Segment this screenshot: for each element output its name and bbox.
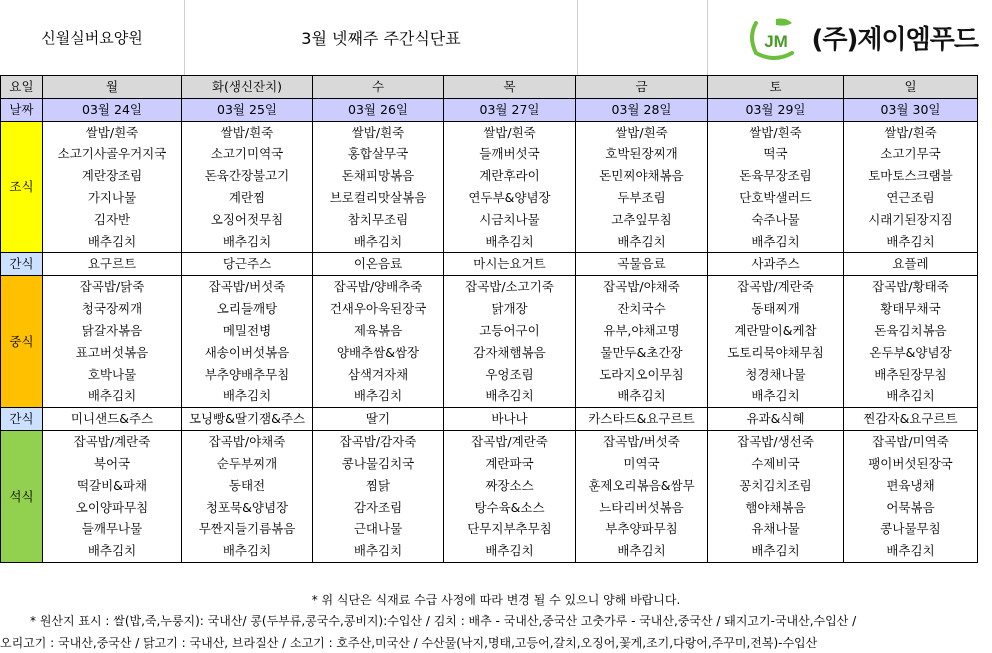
menu-item: 감자조림: [353, 499, 403, 515]
menu-item: 들깨버섯국: [479, 146, 540, 162]
origin-notice-2: 오리고기 : 국내산,중국산 / 닭고기 : 국내산, 브라질산 / 소고기 : 호주산,미국산 / 수산물(낙지,명태,고등어,갈치,오징어,꽃게,조기,다랑어,주꾸미,전복)-수입산: [0, 636, 818, 650]
snack-row-am-cell: 마시는요거트: [444, 253, 576, 276]
snack-row-am-cell: 요구르트: [43, 253, 182, 276]
date-value: 03월 24일: [43, 98, 182, 121]
menu-item: 단호박샐러드: [739, 189, 812, 205]
logo-mark: JM: [763, 31, 788, 51]
menu-item: 어묵볶음: [886, 499, 935, 515]
menu-item: 온두부&양념장: [869, 344, 952, 360]
day-name: 일: [844, 76, 978, 99]
menu-item: 찜닭: [365, 477, 391, 493]
dinner-row-cell: [844, 431, 978, 563]
menu-item: 배추김치: [485, 233, 534, 249]
company-name: (주)제이엠푸드: [811, 25, 978, 55]
date-value: 03월 25일: [182, 98, 313, 121]
snack-row-am-cell: 곡물음료: [576, 253, 708, 276]
day-name: 금: [576, 76, 708, 99]
menu-item: 삼색겨자채: [347, 366, 409, 382]
menu-item: 새송이버섯볶음: [204, 344, 290, 360]
menu-item: 북어국: [93, 455, 131, 471]
dinner-row-cell: [576, 431, 708, 563]
menu-item: 유채나물: [751, 521, 800, 537]
menu-item: 잡곡밥/계란죽: [471, 434, 548, 450]
menu-item: 시래기된장지짐: [868, 211, 953, 227]
menu-item: 고추잎무침: [611, 211, 672, 227]
menu-item: 팽이버섯된장국: [868, 455, 953, 471]
menu-item: 표고버섯볶음: [75, 344, 149, 360]
breakfast-row-cell: [182, 121, 313, 253]
change-notice: * 위 식단은 식재료 수급 사정에 따라 변경 될 수 있으니 양해 바랍니다.: [311, 593, 681, 607]
lunch-row-cell: [708, 276, 844, 408]
menu-item: 배추김치: [751, 233, 800, 249]
jm-logo-icon: [746, 15, 806, 61]
menu-item: 계란말이&케찹: [734, 322, 817, 338]
menu-item: 돈민찌야채볶음: [599, 168, 684, 184]
breakfast-row-label: 조식: [1, 121, 43, 253]
menu-item: 배추김치: [617, 233, 666, 249]
menu-item: 떡갈비&파채: [76, 477, 148, 493]
date-label: 날짜: [1, 98, 43, 121]
menu-item: 잡곡밥/버섯죽: [603, 434, 680, 450]
dinner-row-label: 석식: [1, 431, 43, 563]
menu-item: 토마토스크램블: [868, 168, 953, 184]
menu-item: 잔치국수: [617, 301, 666, 317]
menu-item: 무짠지들기름볶음: [198, 521, 296, 537]
menu-item: 잡곡밥/야채죽: [603, 279, 680, 295]
snack-row-pm-cell: 미니샌드&주스: [43, 408, 182, 431]
lunch-row-cell: [313, 276, 444, 408]
menu-item: 돈육무장조림: [739, 168, 812, 184]
menu-item: 황태무채국: [880, 301, 941, 317]
day-label: 요일: [1, 76, 43, 99]
menu-item: 배추김치: [485, 388, 534, 404]
menu-item: 느타리버섯볶음: [599, 499, 684, 515]
menu-item: 닭갈자볶음: [81, 322, 143, 338]
menu-item: 홍합살무국: [347, 146, 409, 162]
menu-item: 제육볶음: [353, 322, 403, 338]
menu-item: 잡곡밥/감자죽: [339, 434, 417, 450]
menu-item: 배추김치: [886, 388, 935, 404]
breakfast-row-cell: [576, 121, 708, 253]
menu-item: 배추김치: [222, 233, 272, 249]
menu-item: 호박나물: [87, 366, 137, 382]
dinner-row-cell: [708, 431, 844, 563]
date-value: 03월 27일: [444, 98, 576, 121]
menu-item: 배추된장무침: [874, 366, 947, 382]
menu-item: 돈육김치볶음: [874, 322, 947, 338]
snack-row-am-cell: 사과주스: [708, 253, 844, 276]
menu-item: 배추김치: [751, 388, 800, 404]
dinner-row-cell: [182, 431, 313, 563]
menu-item: 시금치나물: [479, 211, 540, 227]
menu-item: 가지나물: [87, 189, 137, 205]
menu-item: 들깨무나물: [81, 521, 143, 537]
snack-row-pm-cell: 찐감자&요구르트: [844, 408, 978, 431]
menu-item: 소고기무국: [880, 146, 941, 162]
menu-item: 훈제오리볶음&쌈무: [588, 477, 695, 493]
date-value: 03월 26일: [313, 98, 444, 121]
menu-item: 배추김치: [353, 543, 403, 559]
menu-item: 닭개장: [491, 301, 528, 317]
menu-item: 잡곡밥/계란죽: [737, 279, 814, 295]
snack-row-pm-cell: 바나나: [444, 408, 576, 431]
date-value: 03월 30일: [844, 98, 978, 121]
menu-item: 잡곡밥/생선죽: [737, 434, 814, 450]
menu-item: 쌀밥/흰죽: [483, 124, 536, 140]
menu-item: 콩나물김치국: [341, 455, 415, 471]
menu-item: 배추김치: [87, 233, 137, 249]
menu-item: 참치무조림: [347, 211, 409, 227]
menu-item: 쌀밥/흰죽: [615, 124, 668, 140]
menu-item: 짜장소스: [485, 477, 534, 493]
snack-row-am-cell: 당근주스: [182, 253, 313, 276]
menu-item: 소고기미역국: [210, 146, 284, 162]
lunch-row-cell: [844, 276, 978, 408]
menu-item: 계란찜: [228, 189, 266, 205]
snack-row-pm-cell: 모닝빵&딸기잼&주스: [182, 408, 313, 431]
menu-item: 배추김치: [751, 543, 800, 559]
menu-item: 연근조림: [886, 189, 935, 205]
menu-item: 쌀밥/흰죽: [884, 124, 937, 140]
facility-name: 신월실버요양원: [0, 0, 185, 75]
menu-item: 잡곡밥/양배추죽: [333, 279, 423, 295]
menu-item: 잡곡밥/미역죽: [872, 434, 949, 450]
menu-item: 물만두&초간장: [600, 344, 683, 360]
menu-item: 쌀밥/흰죽: [85, 124, 139, 140]
dinner-row: [1, 431, 978, 563]
menu-item: 배추김치: [617, 543, 666, 559]
menu-item: 오리들깨탕: [216, 301, 278, 317]
menu-item: 떡국: [763, 146, 788, 162]
snack-row-pm-cell: 딸기: [313, 408, 444, 431]
menu-item: 오이양파무침: [75, 499, 149, 515]
day-name: 목: [444, 76, 576, 99]
menu-item: 돈채피망볶음: [341, 168, 415, 184]
menu-item: 잡곡밥/계란죽: [73, 434, 151, 450]
breakfast-row-cell: [444, 121, 576, 253]
snack-row-am: [1, 253, 978, 276]
menu-item: 배추김치: [617, 388, 666, 404]
menu-item: 부추양파무침: [605, 521, 678, 537]
menu-item: 도라지오이무침: [599, 366, 684, 382]
menu-item: 호박된장찌개: [605, 146, 678, 162]
menu-item: 쌀밥/흰죽: [351, 124, 405, 140]
snack-row-pm-cell: 카스타드&요구르트: [576, 408, 708, 431]
menu-item: 연두부&양념장: [468, 189, 551, 205]
dinner-row-cell: [444, 431, 576, 563]
menu-item: 잡곡밥/야채죽: [208, 434, 286, 450]
lunch-row-label: 중식: [1, 276, 43, 408]
menu-item: 청경채나물: [745, 366, 806, 382]
menu-item: 잡곡밥/황태죽: [872, 279, 949, 295]
origin-notice-1: * 원산지 표시 : 쌀(밥,죽,누룽지): 국내산/ 콩(두부류,콩국수,콩비지):수입산 / 김치 : 배추 - 국내산,중국산 고춧가루 - 국내산,중국산 / 돼지고기-국내산,수입산 /: [30, 614, 857, 628]
menu-item: 소고기사골우거지국: [57, 146, 167, 162]
day-name: 수: [313, 76, 444, 99]
menu-item: 편육냉채: [886, 477, 935, 493]
company-logo: [746, 10, 978, 65]
menu-item: 배추김치: [353, 388, 403, 404]
menu-item: 쌀밥/흰죽: [749, 124, 802, 140]
menu-header: [0, 0, 992, 75]
menu-item: 잡곡밥/소고기죽: [465, 279, 554, 295]
menu-item: 잡곡밥/닭죽: [79, 279, 145, 295]
breakfast-row-cell: [844, 121, 978, 253]
breakfast-row: [1, 121, 978, 253]
date-value: 03월 29일: [708, 98, 844, 121]
snack-row-pm-cell: 유과&식혜: [708, 408, 844, 431]
menu-item: 오징어젓무침: [210, 211, 284, 227]
lunch-row-cell: [43, 276, 182, 408]
breakfast-row-cell: [43, 121, 182, 253]
menu-item: 미역국: [623, 455, 660, 471]
menu-item: 배추김치: [222, 543, 272, 559]
menu-item: 동태찌개: [751, 301, 800, 317]
day-name: 토: [708, 76, 844, 99]
menu-item: 계란후라이: [479, 168, 540, 184]
dinner-row-cell: [313, 431, 444, 563]
day-name: 월: [43, 76, 182, 99]
menu-item: 양배추쌈&쌈장: [336, 344, 420, 360]
menu-item: 두부조림: [617, 189, 666, 205]
menu-item: 잡곡밥/버섯죽: [208, 279, 286, 295]
menu-item: 순두부찌개: [216, 455, 278, 471]
day-name: 화(생신잔치): [182, 76, 313, 99]
menu-item: 배추김치: [886, 543, 935, 559]
menu-item: 유부,야채고명: [603, 322, 680, 338]
lunch-row-cell: [444, 276, 576, 408]
day-row: [1, 76, 978, 99]
menu-item: 우엉조림: [485, 366, 534, 382]
menu-item: 배추김치: [87, 543, 137, 559]
snack-row-am-cell: 이온음료: [313, 253, 444, 276]
menu-item: 돈육간장불고기: [204, 168, 290, 184]
menu-item: 근대나물: [353, 521, 403, 537]
snack-row-am-cell: 요플레: [844, 253, 978, 276]
menu-item: 배추김치: [485, 543, 534, 559]
menu-item: 계란장조림: [81, 168, 143, 184]
menu-item: 햄야채볶음: [745, 499, 806, 515]
menu-item: 메밀전병: [222, 322, 272, 338]
breakfast-row-cell: [313, 121, 444, 253]
menu-item: 부추양배추무침: [204, 366, 290, 382]
menu-item: 도토리묵야채무침: [727, 344, 824, 360]
page-title: 3월 넷째주 주간식단표: [185, 0, 578, 75]
menu-item: 브로컬리맛살볶음: [329, 189, 427, 205]
menu-item: 배추김치: [886, 233, 935, 249]
menu-item: 탕수육&소스: [474, 499, 545, 515]
header-spacer: [578, 0, 708, 75]
menu-item: 건새우아욱된장국: [329, 301, 427, 317]
menu-item: 콩나물무침: [880, 521, 941, 537]
menu-item: 청국장찌개: [81, 301, 143, 317]
lunch-row: [1, 276, 978, 408]
menu-item: 쌀밥/흰죽: [220, 124, 274, 140]
breakfast-row-cell: [708, 121, 844, 253]
snack-row-pm-label: 간식: [1, 408, 43, 431]
date-value: 03월 28일: [576, 98, 708, 121]
menu-item: 고등어구이: [479, 322, 540, 338]
menu-item: 꽁치김치조림: [739, 477, 812, 493]
menu-item: 김자반: [93, 211, 131, 227]
menu-item: 배추김치: [353, 233, 403, 249]
snack-row-am-label: 간식: [1, 253, 43, 276]
menu-item: 감자채햄볶음: [473, 344, 546, 360]
menu-item: 동태전: [228, 477, 266, 493]
menu-item: 숙주나물: [751, 211, 800, 227]
menu-item: 계란파국: [485, 455, 534, 471]
menu-item: 배추김치: [87, 388, 137, 404]
menu-item: 단무지부추무침: [467, 521, 552, 537]
menu-item: 수제비국: [751, 455, 800, 471]
weekly-menu-table: [0, 75, 978, 563]
menu-item: 배추김치: [222, 388, 272, 404]
dinner-row-cell: [43, 431, 182, 563]
date-row: [1, 98, 978, 121]
lunch-row-cell: [182, 276, 313, 408]
snack-row-pm: [1, 408, 978, 431]
lunch-row-cell: [576, 276, 708, 408]
menu-item: 청포묵&양념장: [205, 499, 289, 515]
